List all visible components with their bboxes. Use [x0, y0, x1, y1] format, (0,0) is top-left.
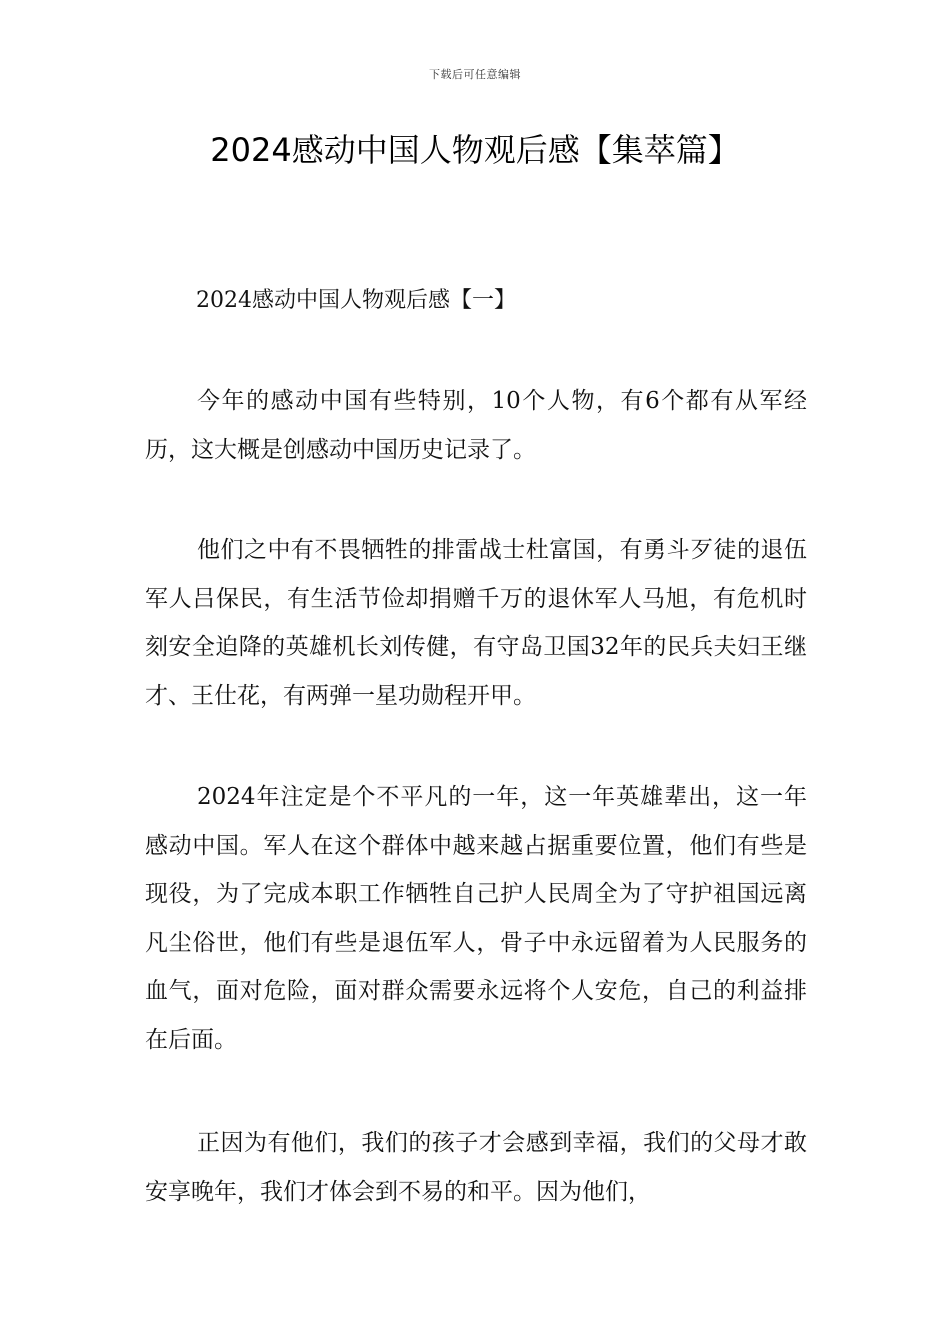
paragraph-4: 正因为有他们，我们的孩子才会感到幸福，我们的父母才敢安享晚年，我们才体会到不易的和平。因为他们， [145, 1130, 807, 1205]
section-heading: 2024感动中国人物观后感【一】 [196, 288, 516, 313]
document-title: 2024感动中国人物观后感【集萃篇】 [210, 131, 740, 169]
paragraph-1: 今年的感动中国有些特别，10个人物，有6个都有从军经历，这大概是创感动中国历史记录了。 [145, 388, 807, 463]
paragraph-3: 2024年注定是个不平凡的一年，这一年英雄辈出，这一年感动中国。军人在这个群体中越来越占据重要位置，他们有些是现役，为了完成本职工作牺牲自己护人民周全为了守护祖国远离凡尘俗世，他们有些是退伍军人，骨子中永远留着为人民服务的血气，面对危险，面对群众需要永远将个人安危，自己的利益排在后面。 [145, 784, 807, 1053]
paragraph-2: 他们之中有不畏牺牲的排雷战士杜富国，有勇斗歹徒的退伍军人吕保民，有生活节俭却捐赠千万的退休军人马旭，有危机时刻安全迫降的英雄机长刘传健，有守岛卫国32年的民兵夫妇王继才、王仕花，有两弹一星功勋程开甲。 [145, 537, 807, 709]
header-note: 下载后可任意编辑 [429, 68, 521, 81]
